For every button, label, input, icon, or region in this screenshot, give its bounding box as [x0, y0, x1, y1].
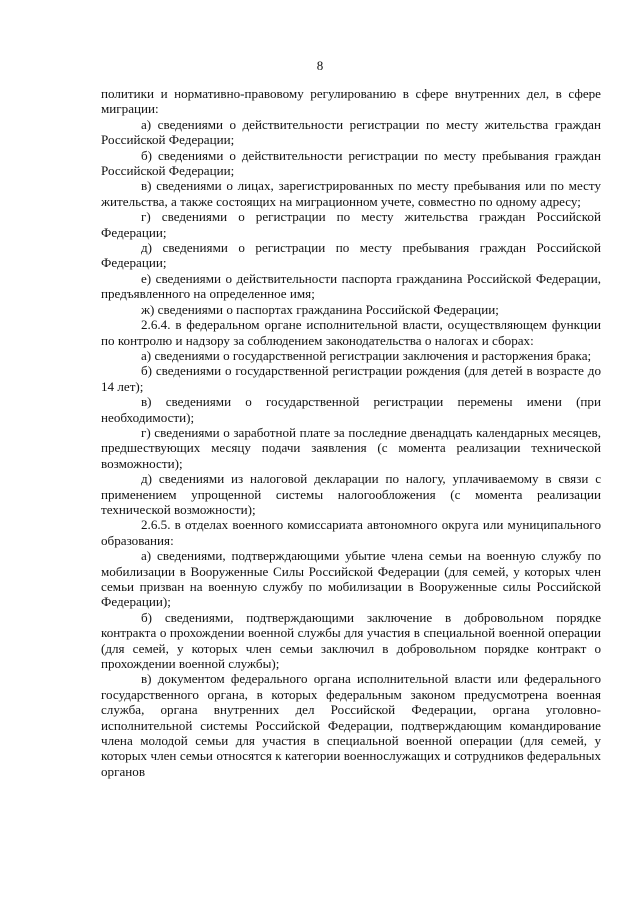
paragraph-item-b-contract: б) сведениями, подтверждающими заключение в добровольном порядке контракта о прохождении военной службы для участия в специальной военной операции (для семей, у которых член семьи заключил в добровольном порядке контракт о прохождении военной службы); — [101, 609, 601, 672]
paragraph-item-d-stay-registration: д) сведениями о регистрации по месту пребывания граждан Российской Федерации; — [101, 240, 601, 271]
paragraph-2-6-4-tax-authority: 2.6.4. в федеральном органе исполнительной власти, осуществляющем функции по контролю и надзору за соблюдением законодательства о налогах и сборах: — [101, 317, 601, 348]
paragraph-item-v-registered-persons: в) сведениями о лицах, зарегистрированных по месту пребывания или по месту жительства, а также состоящих на миграционном учете, совместно по одному адресу; — [101, 178, 601, 209]
paragraph-item-b-stay-validity: б) сведениями о действительности регистрации по месту пребывания граждан Российской Федерации; — [101, 147, 601, 179]
paragraph-item-a-mobilization: а) сведениями, подтверждающими убытие члена семьи на военную службу по мобилизации в Вооруженные Силы Российской Федерации (для семей, у которых член семьи призван на военную службу по мобилизации в Вооруженные силы Российской Федерации); — [101, 548, 601, 610]
paragraph-item-a-residence-validity: а) сведениями о действительности регистрации по месту жительства граждан Российской Федерации; — [101, 116, 601, 148]
paragraph-item-e-passport-validity: е) сведениями о действительности паспорта гражданина Российской Федерации, предъявленного на определенное имя; — [101, 270, 601, 302]
paragraph-item-v-name-change: в) сведениями о государственной регистрации перемены имени (при необходимости); — [101, 394, 601, 425]
paragraph-item-g-residence-registration: г) сведениями о регистрации по месту жительства граждан Российской Федерации; — [101, 209, 601, 240]
paragraph-item-d-tax-declaration: д) сведениями из налоговой декларации по налогу, уплачиваемому в связи с применением упрощенной системы налогообложения (с момента реализации технической возможности); — [101, 471, 601, 517]
paragraph-item-a-marriage: а) сведениями о государственной регистрации заключения и расторжения брака; — [141, 347, 592, 363]
paragraph-2-6-5-military-commissariat: 2.6.5. в отделах военного комиссариата автономного округа или муниципального образования: — [101, 517, 601, 548]
paragraph-item-g-salary: г) сведениями о заработной плате за последние двенадцать календарных месяцев, предшествующих месяцу подачи заявления (с момента реализации технической возможности); — [101, 424, 601, 471]
paragraph-migration-intro: политики и нормативно-правовому регулированию в сфере внутренних дел, в сфере миграции: — [101, 86, 601, 117]
paragraph-item-zh-passports: ж) сведениями о паспортах гражданина Российской Федерации; — [141, 301, 499, 317]
document-body — [101, 86, 601, 779]
paragraph-item-v-secondment-document: в) документом федерального органа исполнительной власти или федерального государственного органа, в которых федеральным законом предусмотрена военная служба, органа внутренних дел Российской Федерации, органа уголовно-исполнительной системы Российской Федерации, подтверждающим командирование члена молодой семьи для участия в специальной военной операции (для семей, у которых член семьи относятся к категории военнослужащих и сотрудников федеральных органов — [101, 671, 601, 779]
paragraph-item-b-birth: б) сведениями о государственной регистрации рождения (для детей в возрасте до 14 лет); — [101, 363, 601, 394]
page-number: 8 — [316, 58, 324, 73]
